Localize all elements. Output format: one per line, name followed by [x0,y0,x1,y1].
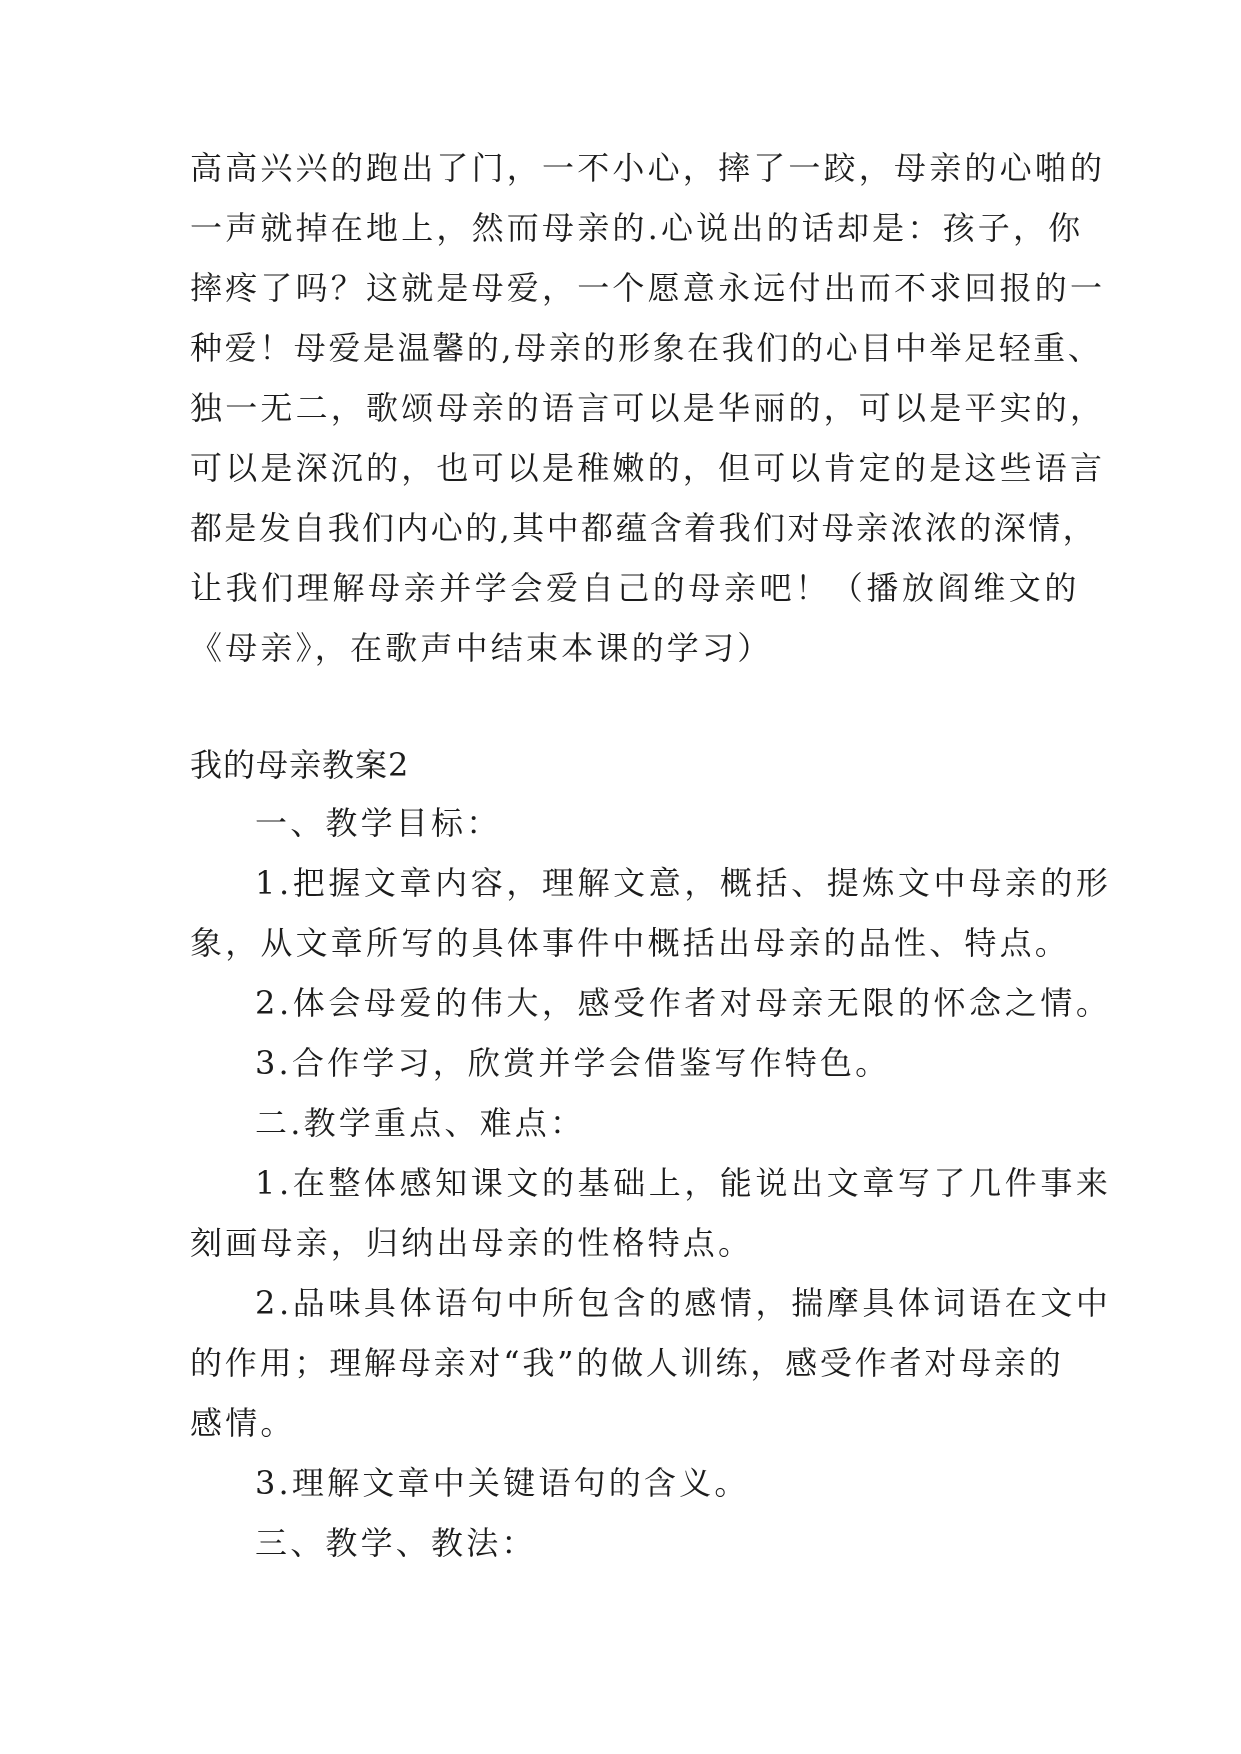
paragraph-line: 2.体会母爱的伟大，感受作者对母亲无限的怀念之情。 [255,984,1112,1022]
paragraph-line: 摔疼了吗？这就是母爱，一个愿意永远付出而不求回报的一 [190,269,1106,307]
paragraph-line: 3.理解文章中关键语句的含义。 [255,1464,750,1502]
heading-teaching-goals: 一、教学目标： [255,804,502,842]
paragraph-line: 感情。 [190,1404,296,1442]
paragraph-line: 让我们理解母亲并学会爱自己的母亲吧！（播放阎维文的 [190,569,1081,607]
paragraph-line: 3.合作学习，欣赏并学会借鉴写作特色。 [255,1044,891,1082]
paragraph-line: 2.品味具体语句中所包含的感情，揣摩具体词语在文中 [255,1284,1112,1322]
paragraph-line: 1.把握文章内容，理解文意，概括、提炼文中母亲的形 [255,864,1112,902]
paragraph-line: 《母亲》，在歌声中结束本课的学习） [190,629,773,667]
heading-key-points: 二.教学重点、难点： [255,1104,586,1142]
paragraph-line: 的作用；理解母亲对“我”的做人训练，感受作者对母亲的 [190,1344,1064,1382]
paragraph-line: 独一无二，歌颂母亲的语言可以是华丽的，可以是平实的， [190,389,1106,427]
paragraph-line: 象，从文章所写的具体事件中概括出母亲的品性、特点。 [190,924,1071,962]
paragraph-line: 高高兴兴的跑出了门，一不小心，摔了一跤，母亲的心啪的 [190,149,1106,187]
heading-teaching-methods: 三、教学、教法： [255,1524,537,1562]
paragraph-line: 可以是深沉的，也可以是稚嫩的，但可以肯定的是这些语言 [190,449,1106,487]
paragraph-line: 都是发自我们内心的,其中都蕴含着我们对母亲浓浓的深情， [190,509,1097,547]
paragraph-line: 刻画母亲，归纳出母亲的性格特点。 [190,1224,754,1262]
section-title: 我的母亲教案2 [190,746,410,784]
paragraph-line: 一声就掉在地上，然而母亲的.心说出的话却是：孩子，你 [190,209,1084,247]
paragraph-line: 种爱！母爱是温馨的,母亲的形象在我们的心目中举足轻重、 [190,329,1103,367]
paragraph-line: 1.在整体感知课文的基础上，能说出文章写了几件事来 [255,1164,1112,1202]
